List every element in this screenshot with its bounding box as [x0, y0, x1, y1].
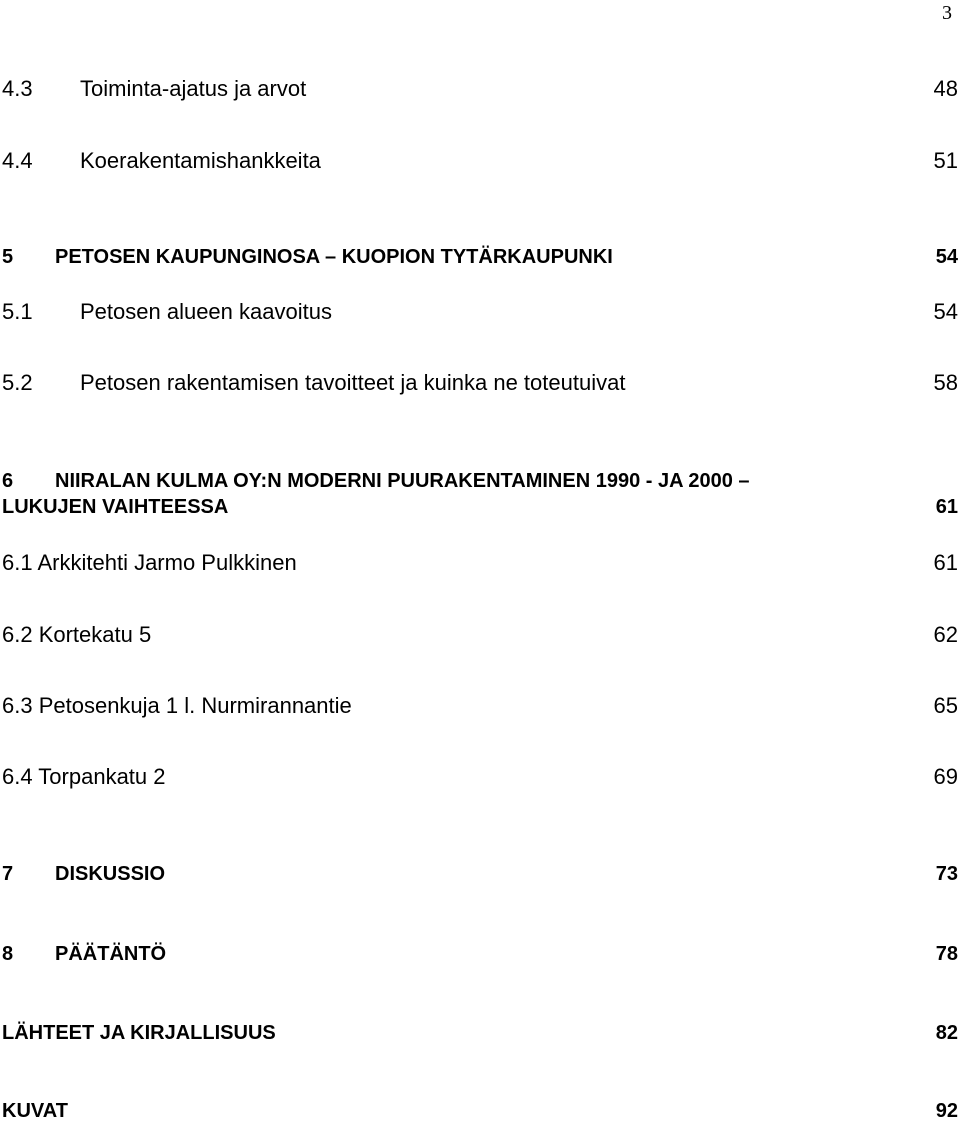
toc-entry-title: NIIRALAN KULMA OY:N MODERNI PUURAKENTAMINEN 1990 - JA 2000 –: [55, 470, 750, 492]
toc-entry-page: 69: [933, 764, 958, 789]
toc-entry-page: 78: [935, 943, 958, 965]
toc-entry-page: 48: [933, 76, 958, 101]
toc-entry-6[interactable]: [0, 468, 960, 520]
toc-entry-title: LÄHTEET JA KIRJALLISUUS: [2, 1022, 276, 1044]
toc-entry-page: 92: [935, 1100, 958, 1122]
toc-entry-number: 5.1: [2, 299, 33, 324]
toc-entry-title: PÄÄTÄNTÖ: [55, 943, 167, 965]
toc-entry-title: 6.4 Torpankatu 2: [2, 764, 166, 789]
toc-entry-page: 82: [935, 1022, 958, 1044]
toc-entry-number: 4.4: [2, 148, 33, 173]
toc-entry-title: Toiminta-ajatus ja arvot: [80, 76, 307, 101]
toc-entry-page: 61: [935, 496, 958, 518]
toc-entry-number: 5: [2, 246, 14, 268]
toc-entry-number: 4.3: [2, 76, 33, 101]
toc-entry-page: 58: [933, 370, 958, 395]
toc-entry-title: 6.2 Kortekatu 5: [2, 622, 152, 647]
toc-entry-number: 7: [2, 863, 14, 885]
toc-entry-title: Petosen alueen kaavoitus: [80, 299, 332, 324]
toc-entry-title-continued: LUKUJEN VAIHTEESSA: [2, 496, 229, 518]
toc-entry-title: 6.3 Petosenkuja 1 l. Nurmirannantie: [2, 693, 352, 718]
toc-entry-title: 6.1 Arkkitehti Jarmo Pulkkinen: [2, 550, 297, 575]
toc-entry-page: 65: [933, 693, 958, 718]
toc-entry-page: 51: [933, 148, 958, 173]
toc-entry-title: Petosen rakentamisen tavoitteet ja kuinka ne toteutuivat: [80, 370, 626, 395]
toc-entry-page: 54: [935, 246, 958, 268]
toc-entry-title: KUVAT: [2, 1100, 68, 1122]
page-number: 3: [942, 2, 952, 24]
toc-entry-page: 62: [933, 622, 958, 647]
toc-entry-number: 6: [2, 470, 14, 492]
toc-entry-number: 8: [2, 943, 14, 965]
toc-entry-page: 54: [933, 299, 958, 324]
toc-entry-title: PETOSEN KAUPUNGINOSA – KUOPION TYTÄRKAUPUNKI: [55, 246, 613, 268]
toc-entry-title: DISKUSSIO: [55, 863, 166, 885]
toc-entry-page: 61: [933, 550, 958, 575]
toc-entry-title: Koerakentamishankkeita: [80, 148, 321, 173]
toc-entry-page: 73: [935, 863, 958, 885]
toc-entry-number: 5.2: [2, 370, 33, 395]
